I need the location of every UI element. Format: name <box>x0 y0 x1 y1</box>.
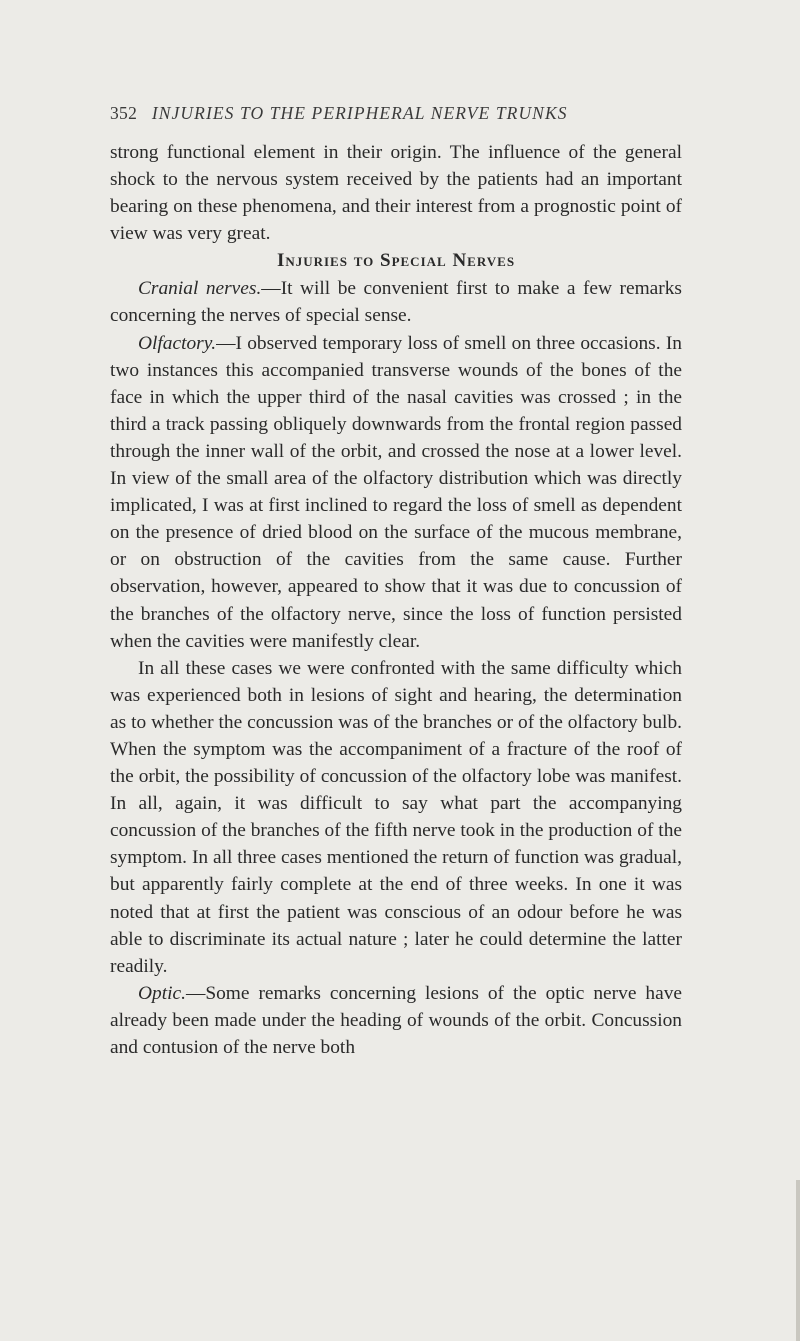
paragraph-cranial-nerves <box>110 275 682 329</box>
cranial-nerves-lead: Cranial nerves. <box>138 278 262 300</box>
page-edge-shadow <box>796 1180 800 1341</box>
paragraph-concussion-cases: In all these cases we were confronted with the same difficulty which was experienced both in lesions of sight and hearing, the determination as to whether the concussion was of the branches or of the olfactory bulb. When the symptom was the accompaniment of a fracture of the roof of the orbit, the possibility of concussion of the olfactory lobe was manifest. In all, again, it was difficult to say what part the accompanying concussion of the branches of the fifth nerve took in the production of the symptom. In all three cases mentioned the return of function was gradual, but apparently fairly complete at the end of three weeks. In one it was noted that at first the patient was conscious of an odour before he was able to discriminate its actual nature ; later he could determine the latter readily. <box>110 657 682 977</box>
paragraph-olfactory <box>110 330 682 655</box>
cranial-nerves-text: —It will be convenient first to make a few remarks concerning the nerves of special sense. <box>110 278 682 327</box>
running-title: INJURIES TO THE PERIPHERAL NERVE TRUNKS <box>151 103 568 123</box>
optic-lead: Optic. <box>138 982 186 1004</box>
olfactory-lead: Olfactory. <box>138 332 217 354</box>
running-head <box>110 103 710 124</box>
paragraph-optic <box>110 980 682 1061</box>
page-number: 352 <box>110 103 138 123</box>
body-text <box>110 139 682 1061</box>
optic-text: —Some remarks concerning lesions of the optic nerve have already been made under the heading of wounds of the orbit. Concussion and contusion of the nerve both <box>110 982 682 1058</box>
section-heading: Injuries to Special Nerves <box>276 250 516 272</box>
paragraph-continuation: strong functional element in their origin. The influence of the general shock to the nervous system received by the patients had an important bearing on these phenomena, and their interest from a prognostic point of view was very great. <box>110 142 682 245</box>
olfactory-text: —I observed temporary loss of smell on three occasions. In two instances this accompanied transverse wounds of the bones of the face in which the upper third of the nasal cavities was crossed ; in the third a track passing obliquely downwards from the frontal region passed through the inner wall of the orbit, and crossed the nose at a lower level. In view of the small area of the olfactory distribution which was directly implicated, I was at first inclined to regard the loss of smell as dependent on the presence of dried blood on the surface of the mucous membrane, or on obstruction of the cavities from the same cause. Further observation, however, appeared to show that it was due to concussion of the branches of the olfactory nerve, since the loss of function persisted when the cavities were manifestly clear. <box>110 332 682 652</box>
